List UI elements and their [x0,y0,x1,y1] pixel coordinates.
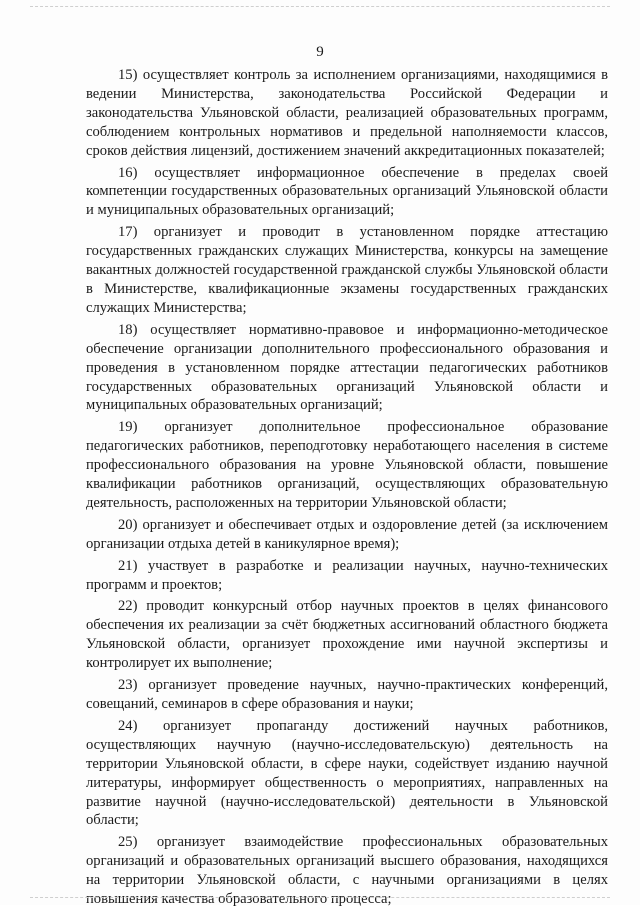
list-item: 25) организует взаимодействие профессиональных образовательных организаций и образовательных организаций высшего образования, находящихся на территории Ульяновской области, с научными организациями в целях повышения качества образовательного процесса; [86,834,608,908]
list-item: 19) организует дополнительное профессиональное образование педагогических работников, переподготовку неработающего населения в системе профессионального образования на уровне Ульяновской области, повышение квалификации работников организаций, осуществляющих образовательную деятельность, расположенных на территории Ульяновской области; [86,419,608,511]
page-number: 9 [316,44,324,60]
list-item: 15) осуществляет контроль за исполнением организациями, находящимися в ведении Министерства, законодательства Российской Федерации и законодательства Ульяновской области, реализацией образовательных программ, соблюдением контрольных нормативов и предельной наполняемости классов, сроков действия лицензий, достижением значений аккредитационных показателей; [86,67,608,159]
list-item: 20) организует и обеспечивает отдых и оздоровление детей (за исключением организации отдыха детей в каникулярное время); [86,516,608,552]
list-item: 17) организует и проводит в установленном порядке аттестацию государственных гражданских служащих Министерства, конкурсы на замещение вакантных должностей государственной гражданской службы Ульяновской области в Министерстве, квалификационные экзамены государственных гражданских служащих Министерства; [86,224,608,316]
list-item: 16) осуществляет информационное обеспечение в пределах своей компетенции государственных образовательных организаций Ульяновской области и муниципальных образовательных организаций; [86,164,608,219]
list-item: 24) организует пропаганду достижений научных работников, осуществляющих научную (научно-исследовательскую) деятельность на территории Ульяновской области, в сфере науки, содействует изданию научной литературы, информирует общественность о мероприятиях, направленных на развитие научной (научно-исследовательской) деятельности в Ульяновской области; [86,717,608,829]
list-item: 23) организует проведение научных, научно-практических конференций, совещаний, семинаров в сфере образования и науки; [86,677,608,712]
list-item: 22) проводит конкурсный отбор научных проектов в целях финансового обеспечения их реализации за счёт бюджетных ассигнований областного бюджета Ульяновской области, организует прохождение ими научной экспертизы и контролирует их выполнение; [86,598,608,672]
scan-edge-bottom [30,897,610,899]
document-body [86,66,608,912]
list-item: 18) осуществляет нормативно-правовое и информационно-методическое обеспечение организации дополнительного профессионального образования и проведения в установленном порядке аттестации педагогических работников государственных образовательных организаций Ульяновской области и муниципальных образовательных организаций; [86,321,608,414]
scan-edge-top [30,6,610,8]
list-item: 21) участвует в разработке и реализации научных, научно-технических программ и проектов; [86,557,608,593]
